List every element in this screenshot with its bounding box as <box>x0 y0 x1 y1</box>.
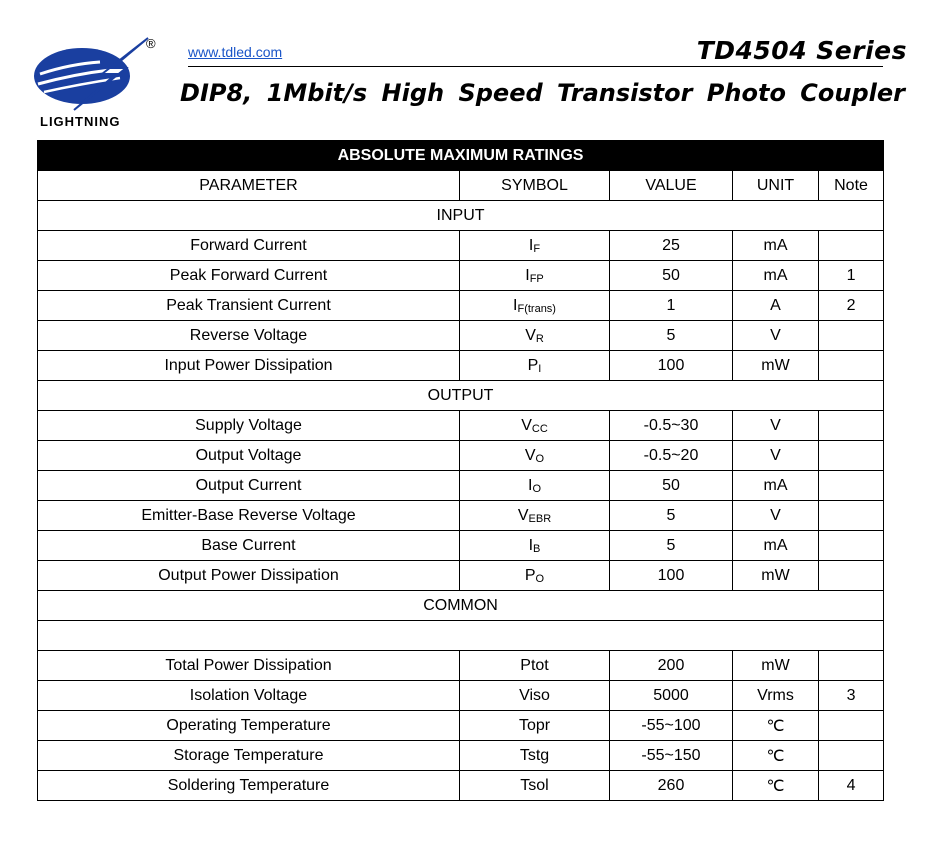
section-row-input <box>38 201 884 231</box>
param-cell: Peak Forward Current <box>38 261 460 291</box>
symbol-cell: $V_O$ <box>460 441 610 471</box>
note-cell <box>819 231 884 261</box>
table-row <box>38 501 884 531</box>
value-cell: 25 <box>610 231 733 261</box>
value-cell: 50 <box>610 261 733 291</box>
value-cell: 1 <box>610 291 733 321</box>
table-row <box>38 291 884 321</box>
note-cell <box>819 351 884 381</box>
unit-cell: A <box>733 291 819 321</box>
unit-cell: mW <box>733 351 819 381</box>
logo-text: LIGHTNING <box>40 114 121 129</box>
symbol-cell: Viso <box>460 681 610 711</box>
value-cell: 100 <box>610 561 733 591</box>
value-cell: 100 <box>610 351 733 381</box>
section-row-common <box>38 591 884 621</box>
note-cell <box>819 471 884 501</box>
note-cell <box>819 411 884 441</box>
param-cell: Output Power Dissipation <box>38 561 460 591</box>
table-row <box>38 471 884 501</box>
note-cell: 4 <box>819 771 884 801</box>
param-cell: Reverse Voltage <box>38 321 460 351</box>
note-cell <box>819 741 884 771</box>
symbol-cell: $I_{F(trans)}$ <box>460 291 610 321</box>
param-cell: Isolation Voltage <box>38 681 460 711</box>
absolute-maximum-ratings-table <box>37 140 884 801</box>
note-cell <box>819 531 884 561</box>
value-cell: -0.5~20 <box>610 441 733 471</box>
unit-cell: mA <box>733 231 819 261</box>
param-cell: Peak Transient Current <box>38 291 460 321</box>
symbol-cell: $P_O$ <box>460 561 610 591</box>
value-cell: -55~150 <box>610 741 733 771</box>
table-row <box>38 531 884 561</box>
table-row <box>38 771 884 801</box>
param-cell: Storage Temperature <box>38 741 460 771</box>
symbol-cell: $P_I$ <box>460 351 610 381</box>
value-cell: -0.5~30 <box>610 411 733 441</box>
value-cell: 5000 <box>610 681 733 711</box>
value-cell: 260 <box>610 771 733 801</box>
unit-cell: Vrms <box>733 681 819 711</box>
note-cell <box>819 441 884 471</box>
column-header: SYMBOL <box>460 171 610 201</box>
unit-cell: ℃ <box>733 741 819 771</box>
table-row <box>38 261 884 291</box>
table-row <box>38 681 884 711</box>
note-cell <box>819 711 884 741</box>
unit-cell: ℃ <box>733 711 819 741</box>
symbol-cell: Ptot <box>460 651 610 681</box>
table-row <box>38 651 884 681</box>
param-cell: Emitter-Base Reverse Voltage <box>38 501 460 531</box>
note-cell <box>819 501 884 531</box>
table-row <box>38 411 884 441</box>
param-cell: Output Current <box>38 471 460 501</box>
lightning-bolt-icon <box>30 34 160 114</box>
note-cell <box>819 651 884 681</box>
param-cell: Total Power Dissipation <box>38 651 460 681</box>
param-cell: Base Current <box>38 531 460 561</box>
note-cell <box>819 321 884 351</box>
unit-cell: V <box>733 411 819 441</box>
table-title-row <box>38 141 884 171</box>
symbol-cell: Tstg <box>460 741 610 771</box>
unit-cell: mW <box>733 561 819 591</box>
param-cell: Output Voltage <box>38 441 460 471</box>
table-row <box>38 351 884 381</box>
empty-cell <box>38 621 884 651</box>
note-cell: 1 <box>819 261 884 291</box>
symbol-cell: $V_R$ <box>460 321 610 351</box>
unit-cell: mA <box>733 531 819 561</box>
table-row <box>38 741 884 771</box>
symbol-cell: $I_{FP}$ <box>460 261 610 291</box>
section-label: OUTPUT <box>38 381 884 411</box>
column-header: VALUE <box>610 171 733 201</box>
table-row <box>38 561 884 591</box>
unit-cell: V <box>733 441 819 471</box>
section-row-output <box>38 381 884 411</box>
column-header: UNIT <box>733 171 819 201</box>
table-row <box>38 321 884 351</box>
unit-cell: mA <box>733 471 819 501</box>
series-title: TD4504 Series <box>696 36 907 65</box>
table-row <box>38 711 884 741</box>
symbol-cell: $V_{CC}$ <box>460 411 610 441</box>
symbol-cell: $I_F$ <box>460 231 610 261</box>
param-cell: Supply Voltage <box>38 411 460 441</box>
unit-cell: ℃ <box>733 771 819 801</box>
empty-row <box>38 621 884 651</box>
symbol-cell: $I_B$ <box>460 531 610 561</box>
value-cell: 5 <box>610 321 733 351</box>
product-subtitle: DIP8, 1Mbit/s High Speed Transistor Photo Coupler <box>180 79 905 107</box>
param-cell: Soldering Temperature <box>38 771 460 801</box>
table-row <box>38 441 884 471</box>
table-header-row <box>38 171 884 201</box>
note-cell: 2 <box>819 291 884 321</box>
unit-cell: mW <box>733 651 819 681</box>
value-cell: 5 <box>610 501 733 531</box>
note-cell <box>819 561 884 591</box>
symbol-cell: Topr <box>460 711 610 741</box>
unit-cell: V <box>733 321 819 351</box>
symbol-cell: $V_{EBR}$ <box>460 501 610 531</box>
unit-cell: V <box>733 501 819 531</box>
section-label: INPUT <box>38 201 884 231</box>
note-cell: 3 <box>819 681 884 711</box>
header-rule <box>188 66 883 67</box>
value-cell: 5 <box>610 531 733 561</box>
table-title: ABSOLUTE MAXIMUM RATINGS <box>38 141 884 171</box>
registered-mark: ® <box>146 36 156 51</box>
value-cell: 200 <box>610 651 733 681</box>
param-cell: Input Power Dissipation <box>38 351 460 381</box>
param-cell: Operating Temperature <box>38 711 460 741</box>
value-cell: 50 <box>610 471 733 501</box>
symbol-cell: $I_O$ <box>460 471 610 501</box>
column-header: Note <box>819 171 884 201</box>
column-header: PARAMETER <box>38 171 460 201</box>
lightning-logo <box>30 34 180 134</box>
value-cell: -55~100 <box>610 711 733 741</box>
section-label: COMMON <box>38 591 884 621</box>
table-row <box>38 231 884 261</box>
website-link[interactable]: www.tdled.com <box>188 44 283 60</box>
symbol-cell: Tsol <box>460 771 610 801</box>
param-cell: Forward Current <box>38 231 460 261</box>
unit-cell: mA <box>733 261 819 291</box>
